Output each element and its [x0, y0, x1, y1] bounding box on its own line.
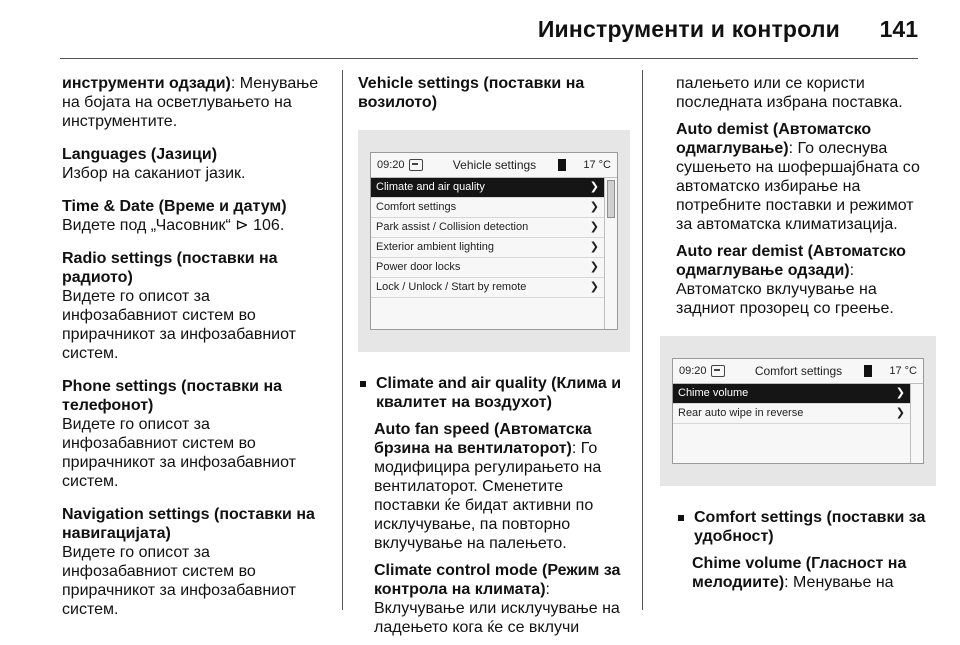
column-right [676, 74, 926, 600]
screen-clock: 09:20 [679, 364, 707, 377]
bullet-text: Comfort settings (поставки за удобност) [694, 509, 926, 545]
menu-item-label: Power door locks [376, 261, 461, 273]
term-text: : Го модифицира регулирањето на вентилаторот. Сменетите поставки ќе бидат активни по исклучување, па повторно вклучување на палењето. [374, 440, 602, 552]
chevron-right-icon: ❯ [589, 181, 599, 193]
screen-temperature: 17 °C [889, 364, 917, 377]
menu-item-label: Rear auto wipe in reverse [678, 407, 804, 419]
chevron-right-icon: ❯ [589, 281, 599, 293]
term-bold: инструменти одзади) [62, 75, 231, 92]
menu-list [673, 384, 910, 463]
menu-item-exterior-lighting[interactable] [371, 238, 604, 258]
term-text: : Менување на бојата на осветлувањето на инструментите. [62, 75, 319, 130]
section-heading: Vehicle settings (поставки на возилото) [358, 75, 585, 111]
display-screen [370, 152, 618, 330]
term-bold: Auto demist (Автоматско одмаглување) [676, 121, 872, 157]
screen-header [371, 153, 617, 178]
term-bold: Auto rear demist (Автоматско одмаглување одзади) [676, 243, 906, 279]
scrollbar[interactable] [604, 178, 617, 329]
section-title: Radio settings (поставки на радиото) [62, 250, 278, 286]
paragraph-auto-demist [676, 120, 926, 234]
menu-item-door-locks[interactable] [371, 258, 604, 278]
chevron-right-icon: ❯ [589, 221, 599, 233]
section-navigation-settings [62, 505, 330, 619]
chevron-right-icon: ❯ [895, 407, 905, 419]
section-text: Видете го описот за инфозабавниот систем во прирачникот за инфозабавниот систем. [62, 416, 296, 490]
column-middle [358, 74, 630, 645]
bullet-square-icon [360, 381, 366, 387]
page-title: Иинструменти и контроли [537, 16, 840, 42]
scrollbar[interactable] [910, 384, 923, 463]
screen-header [673, 359, 923, 384]
chevron-right-icon: ❯ [589, 201, 599, 213]
term-text: : Го олеснува сушењето на шофершајбната со автоматско избирање на потребните поставки и режимот за автоматска климатизација. [676, 140, 920, 233]
chevron-right-icon: ❯ [895, 387, 905, 399]
menu-item-label: Comfort settings [376, 201, 457, 213]
term-text: : Вклучување или исклучување на ладењето кога ќе се вклучи [374, 581, 620, 636]
phone-icon [409, 159, 423, 171]
bullet-square-icon [678, 515, 684, 521]
term-bold: Climate control mode (Режим за контрола на климата) [374, 562, 621, 598]
column-left [62, 74, 330, 633]
menu-item-park-assist[interactable] [371, 218, 604, 238]
term-text: : Менување на [784, 574, 894, 591]
section-radio-settings [62, 249, 330, 363]
header-divider [60, 58, 918, 59]
term-bold: Auto fan speed (Автоматска брзина на вентилаторот) [374, 421, 592, 457]
paragraph-instrument-lighting [62, 74, 330, 131]
battery-icon [558, 159, 566, 171]
term-bold: Chime volume (Гласност на мелодиите) [692, 555, 907, 591]
menu-item-label: Chime volume [678, 387, 749, 399]
section-title: Navigation settings (поставки на навигацијата) [62, 506, 315, 542]
paragraph-auto-rear-demist [676, 242, 926, 318]
menu-item-label: Climate and air quality [376, 181, 485, 193]
page-number: 141 [879, 16, 918, 42]
menu-item-label: Exterior ambient lighting [376, 241, 495, 253]
section-text: Избор на саканиот јазик. [62, 165, 246, 182]
term-text: : Автоматско вклучување на задниот прозорец со греење. [676, 262, 894, 317]
screen-temperature: 17 °C [583, 158, 611, 171]
column-divider-1 [342, 70, 343, 610]
screen-title: Vehicle settings [452, 157, 537, 172]
menu-item-rear-wipe[interactable] [673, 404, 910, 424]
menu-item-climate[interactable] [371, 178, 604, 198]
section-text: Видете го описот за инфозабавниот систем во прирачникот за инфозабавниот систем. [62, 544, 296, 618]
chevron-right-icon: ❯ [589, 261, 599, 273]
paragraph-continuation: палењето или се користи последната избрана поставка. [676, 75, 903, 111]
battery-icon [864, 365, 872, 377]
bullet-comfort [676, 508, 926, 546]
screen-body [673, 384, 923, 463]
section-text: Видете под „Часовник“ ⊳ 106. [62, 217, 285, 234]
bullet-text: Climate and air quality (Клима и квалитет на воздухот) [376, 375, 622, 411]
section-title: Phone settings (поставки на телефонот) [62, 378, 282, 414]
section-time-date [62, 197, 330, 235]
screen-body [371, 178, 617, 329]
paragraph-chime-volume [676, 554, 926, 592]
paragraph-auto-fan [358, 420, 630, 553]
screen-clock: 09:20 [377, 158, 405, 171]
menu-item-label: Park assist / Collision detection [376, 221, 529, 233]
display-screen [672, 358, 924, 464]
section-phone-settings [62, 377, 330, 491]
section-title: Languages (Јазици) [62, 146, 218, 163]
scrollbar-thumb[interactable] [607, 180, 615, 218]
screen-title: Comfort settings [754, 363, 843, 378]
screenshot-vehicle-settings [358, 130, 630, 352]
paragraph-climate-mode [358, 561, 630, 637]
section-languages [62, 145, 330, 183]
phone-icon [711, 365, 725, 377]
menu-item-remote[interactable] [371, 278, 604, 298]
section-title: Time & Date (Време и датум) [62, 198, 287, 215]
menu-item-label: Lock / Unlock / Start by remote [376, 281, 527, 293]
bullet-climate [358, 374, 630, 412]
section-text: Видете го описот за инфозабавниот систем во прирачникот за инфозабавниот систем. [62, 288, 296, 362]
menu-item-chime-volume[interactable] [673, 384, 910, 404]
chevron-right-icon: ❯ [589, 241, 599, 253]
menu-list [371, 178, 604, 329]
screenshot-comfort-settings [660, 336, 936, 486]
menu-item-comfort[interactable] [371, 198, 604, 218]
column-divider-2 [642, 70, 643, 610]
